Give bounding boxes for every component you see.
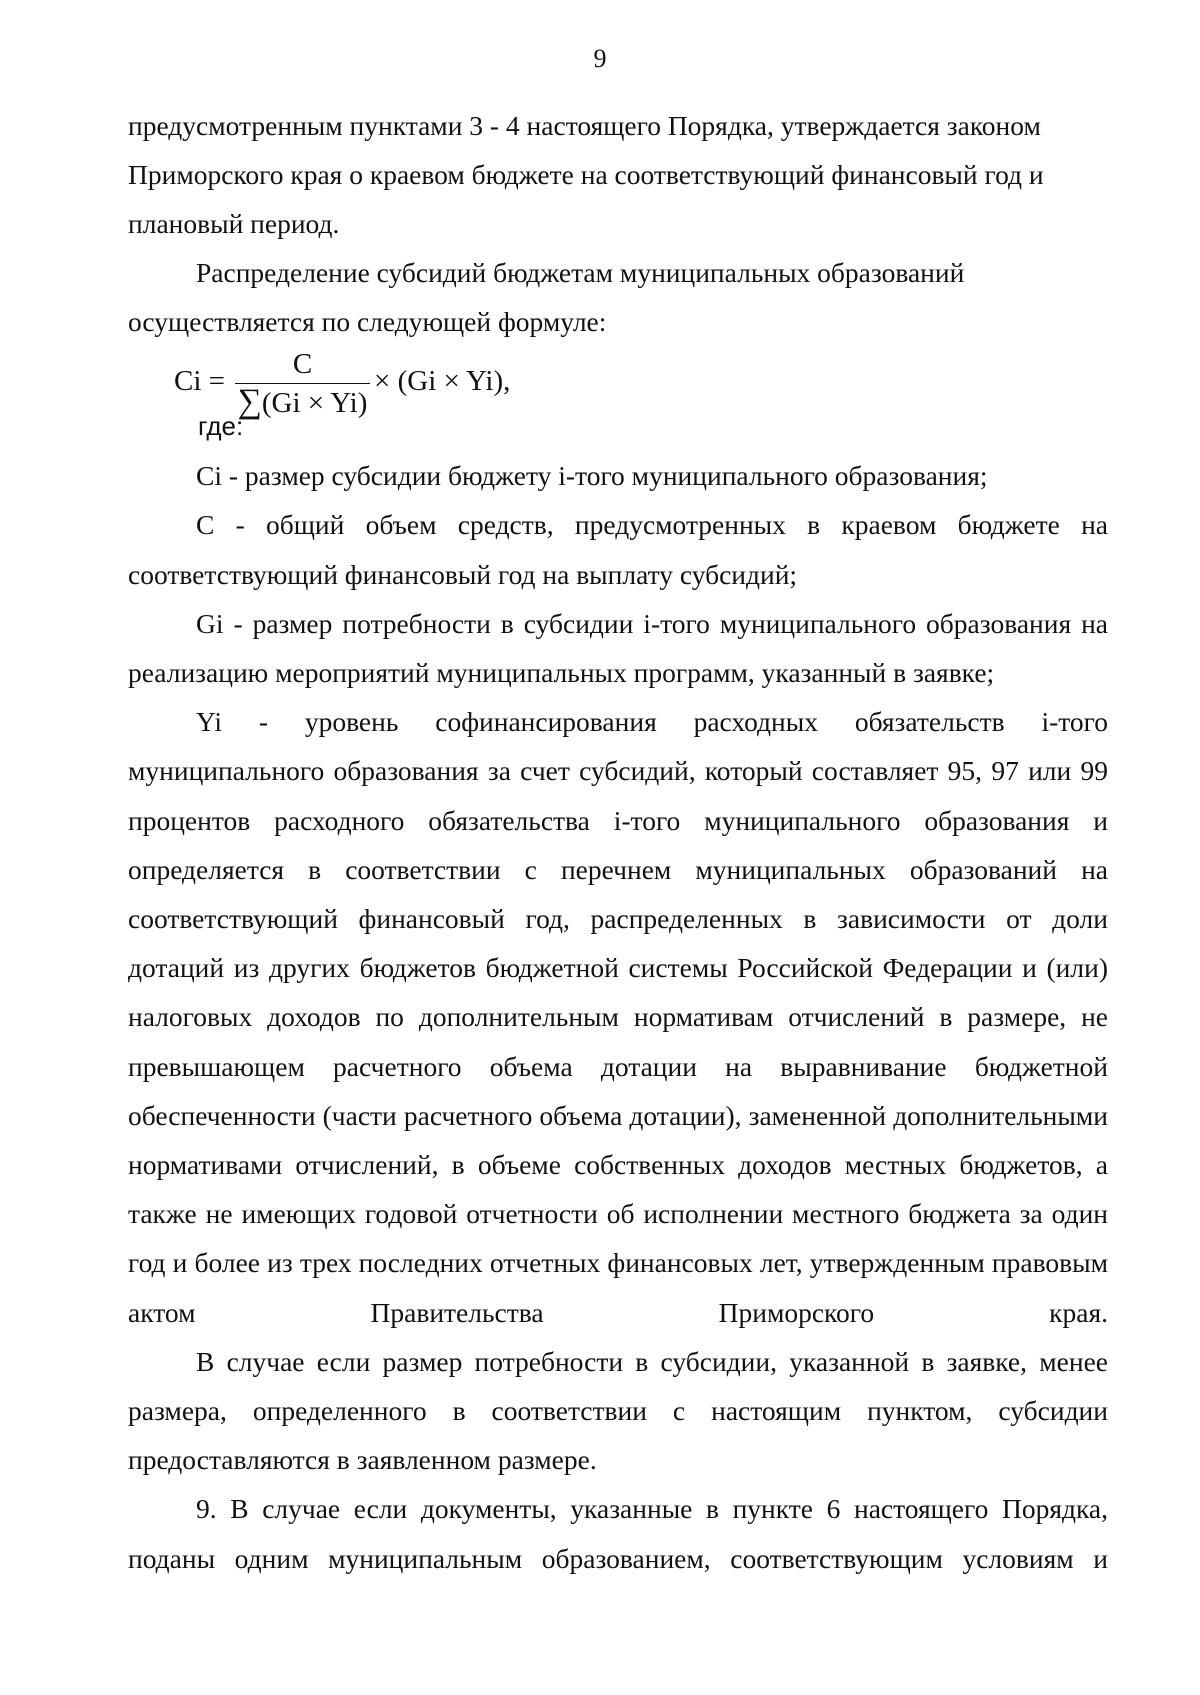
- where-label: где:: [198, 411, 244, 441]
- formula-denominator: (Gi × Yi): [261, 387, 368, 419]
- definition-gi: Gi - размер потребности в субсидии i-того муниципального образования на реализацию мероприятий муниципальных программ, указанный в заявке;: [128, 607, 1108, 689]
- definition-ci: Ci - размер субсидии бюджету i-того муниципального образования;: [196, 460, 988, 492]
- formula-numerator: C: [292, 348, 313, 380]
- formula-lhs: Ci =: [174, 365, 226, 397]
- paragraph-case: В случае если размер потребности в субсидии, указанной в заявке, менее размера, определенного в соответствии с настоящим пунктом, субсидии предоставляются в заявленном размере.: [128, 1345, 1108, 1476]
- text-block-distribution: [128, 248, 1108, 346]
- page-number: 9: [593, 44, 607, 73]
- formula-rhs: × (Gi × Yi),: [374, 365, 511, 397]
- paragraph-distribution: Распределение субсидий бюджетам муниципальных образований осуществляется по следующей формуле:: [128, 257, 965, 338]
- paragraph-continuation: предусмотренным пунктами 3 - 4 настоящего Порядка, утверждается законом Приморского края о краевом бюджете на соответствующий финансовый год и плановый период.: [128, 110, 1044, 240]
- paragraph-9: 9. В случае если документы, указанные в пункте 6 настоящего Порядка, поданы одним муниципальным образованием, соответствующим условиям и: [128, 1493, 1108, 1574]
- sigma-symbol: ∑: [237, 383, 262, 420]
- definition-c: C - общий объем средств, предусмотренных в краевом бюджете на соответствующий финансовый год на выплату субсидий;: [128, 509, 1108, 590]
- definition-yi: Yi - уровень софинансирования расходных обязательств i-того муниципального образования за счет субсидий, который составляет 95, 97 или 99 процентов расходного обязательства i-того муниципального образования и определяется в соответствии с перечнем муниципальных образований на соответствующий финансовый год, распределенных в зависимости от доли дотаций из других бюджетов бюджетной системы Российской Федерации и (или) налоговых доходов по дополнительным нормативам отчислений в размере, не превышающем расчетного объема дотации на выравнивание бюджетной обеспеченности (части расчетного объема дотации), замененной дополнительными нормативами отчислений, в объеме собственных доходов местных бюджетов, а также не имеющих годовой отчетности об исполнении местного бюджета за один год и более из трех последних отчетных финансовых лет, утвержденным правовым актом Правительства Приморского края.: [128, 706, 1108, 1328]
- text-block-intro: [128, 101, 1108, 249]
- text-block-definitions: [128, 402, 1108, 1583]
